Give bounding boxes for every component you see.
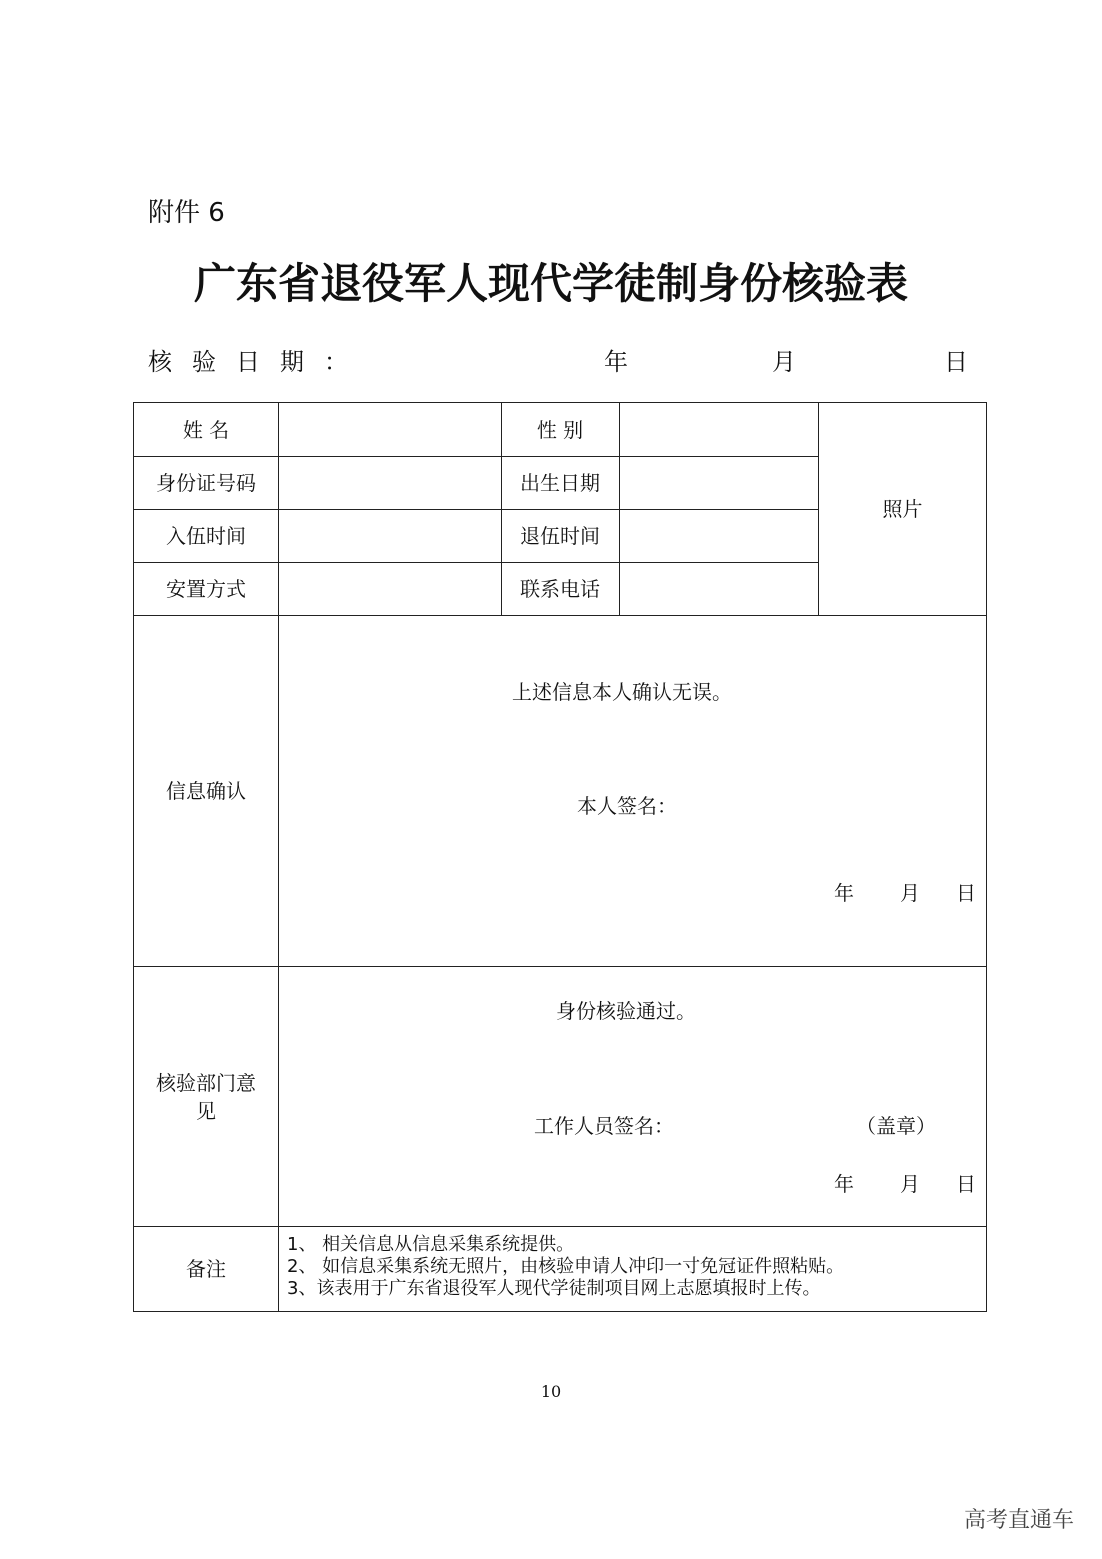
- placement-label: 安置方式: [166, 576, 246, 601]
- birth-date-field[interactable]: [620, 456, 818, 509]
- watermark-text: 高考直通车: [964, 1508, 1075, 1533]
- department-statement: 身份核验通过。: [556, 999, 696, 1023]
- department-month: 月: [900, 1172, 920, 1196]
- phone-label: 联系电话: [520, 576, 600, 601]
- gender-field[interactable]: [620, 403, 818, 456]
- confirm-year: 年: [834, 881, 854, 905]
- page-number: 10: [540, 1382, 562, 1401]
- id-number-label: 身份证号码: [156, 470, 256, 495]
- phone-field[interactable]: [620, 562, 818, 615]
- check-date-year: 年: [604, 348, 628, 376]
- confirm-month: 月: [900, 881, 920, 905]
- form-title: 广东省退役军人现代学徒制身份核验表: [193, 259, 908, 308]
- remarks-notes: [287, 1234, 844, 1300]
- id-number-field[interactable]: [279, 456, 501, 509]
- remark-note: 2、 如信息采集系统无照片，由核验申请人冲印一寸免冠证件照粘贴。: [287, 1256, 845, 1277]
- birth-date-label: 出生日期: [520, 470, 600, 495]
- remark-note: 3、该表用于广东省退役军人现代学徒制项目网上志愿填报时上传。: [287, 1278, 821, 1299]
- attachment-label: 附件 6: [148, 198, 225, 228]
- confirm-statement: 上述信息本人确认无误。: [512, 680, 732, 704]
- verification-form-table: [133, 402, 987, 1312]
- department-opinion-label: 核验部门意见: [156, 1070, 256, 1123]
- name-label: 姓 名: [182, 417, 230, 442]
- confirm-day: 日: [956, 881, 976, 905]
- department-year: 年: [834, 1172, 854, 1196]
- department-day: 日: [956, 1172, 976, 1196]
- info-confirm-label: 信息确认: [166, 779, 246, 803]
- seal-label: （盖章）: [856, 1114, 936, 1138]
- gender-label: 性 别: [536, 417, 584, 442]
- placement-field[interactable]: [279, 562, 501, 615]
- check-date-day: 日: [944, 348, 968, 376]
- enlistment-date-label: 入伍时间: [166, 523, 246, 548]
- photo-box: 照片: [882, 497, 923, 521]
- self-signature-label: 本人签名：: [577, 794, 677, 818]
- row-divider: [134, 966, 986, 967]
- staff-signature-label: 工作人员签名：: [534, 1114, 674, 1138]
- remark-note: 1、 相关信息从信息采集系统提供。: [287, 1234, 575, 1255]
- name-field[interactable]: [279, 403, 501, 456]
- remarks-label: 备注: [186, 1257, 226, 1281]
- discharge-date-field[interactable]: [620, 509, 818, 562]
- check-date-label: 核验日期：: [148, 348, 368, 376]
- check-date-month: 月: [772, 348, 796, 376]
- enlistment-date-field[interactable]: [279, 509, 501, 562]
- discharge-date-label: 退伍时间: [520, 523, 600, 548]
